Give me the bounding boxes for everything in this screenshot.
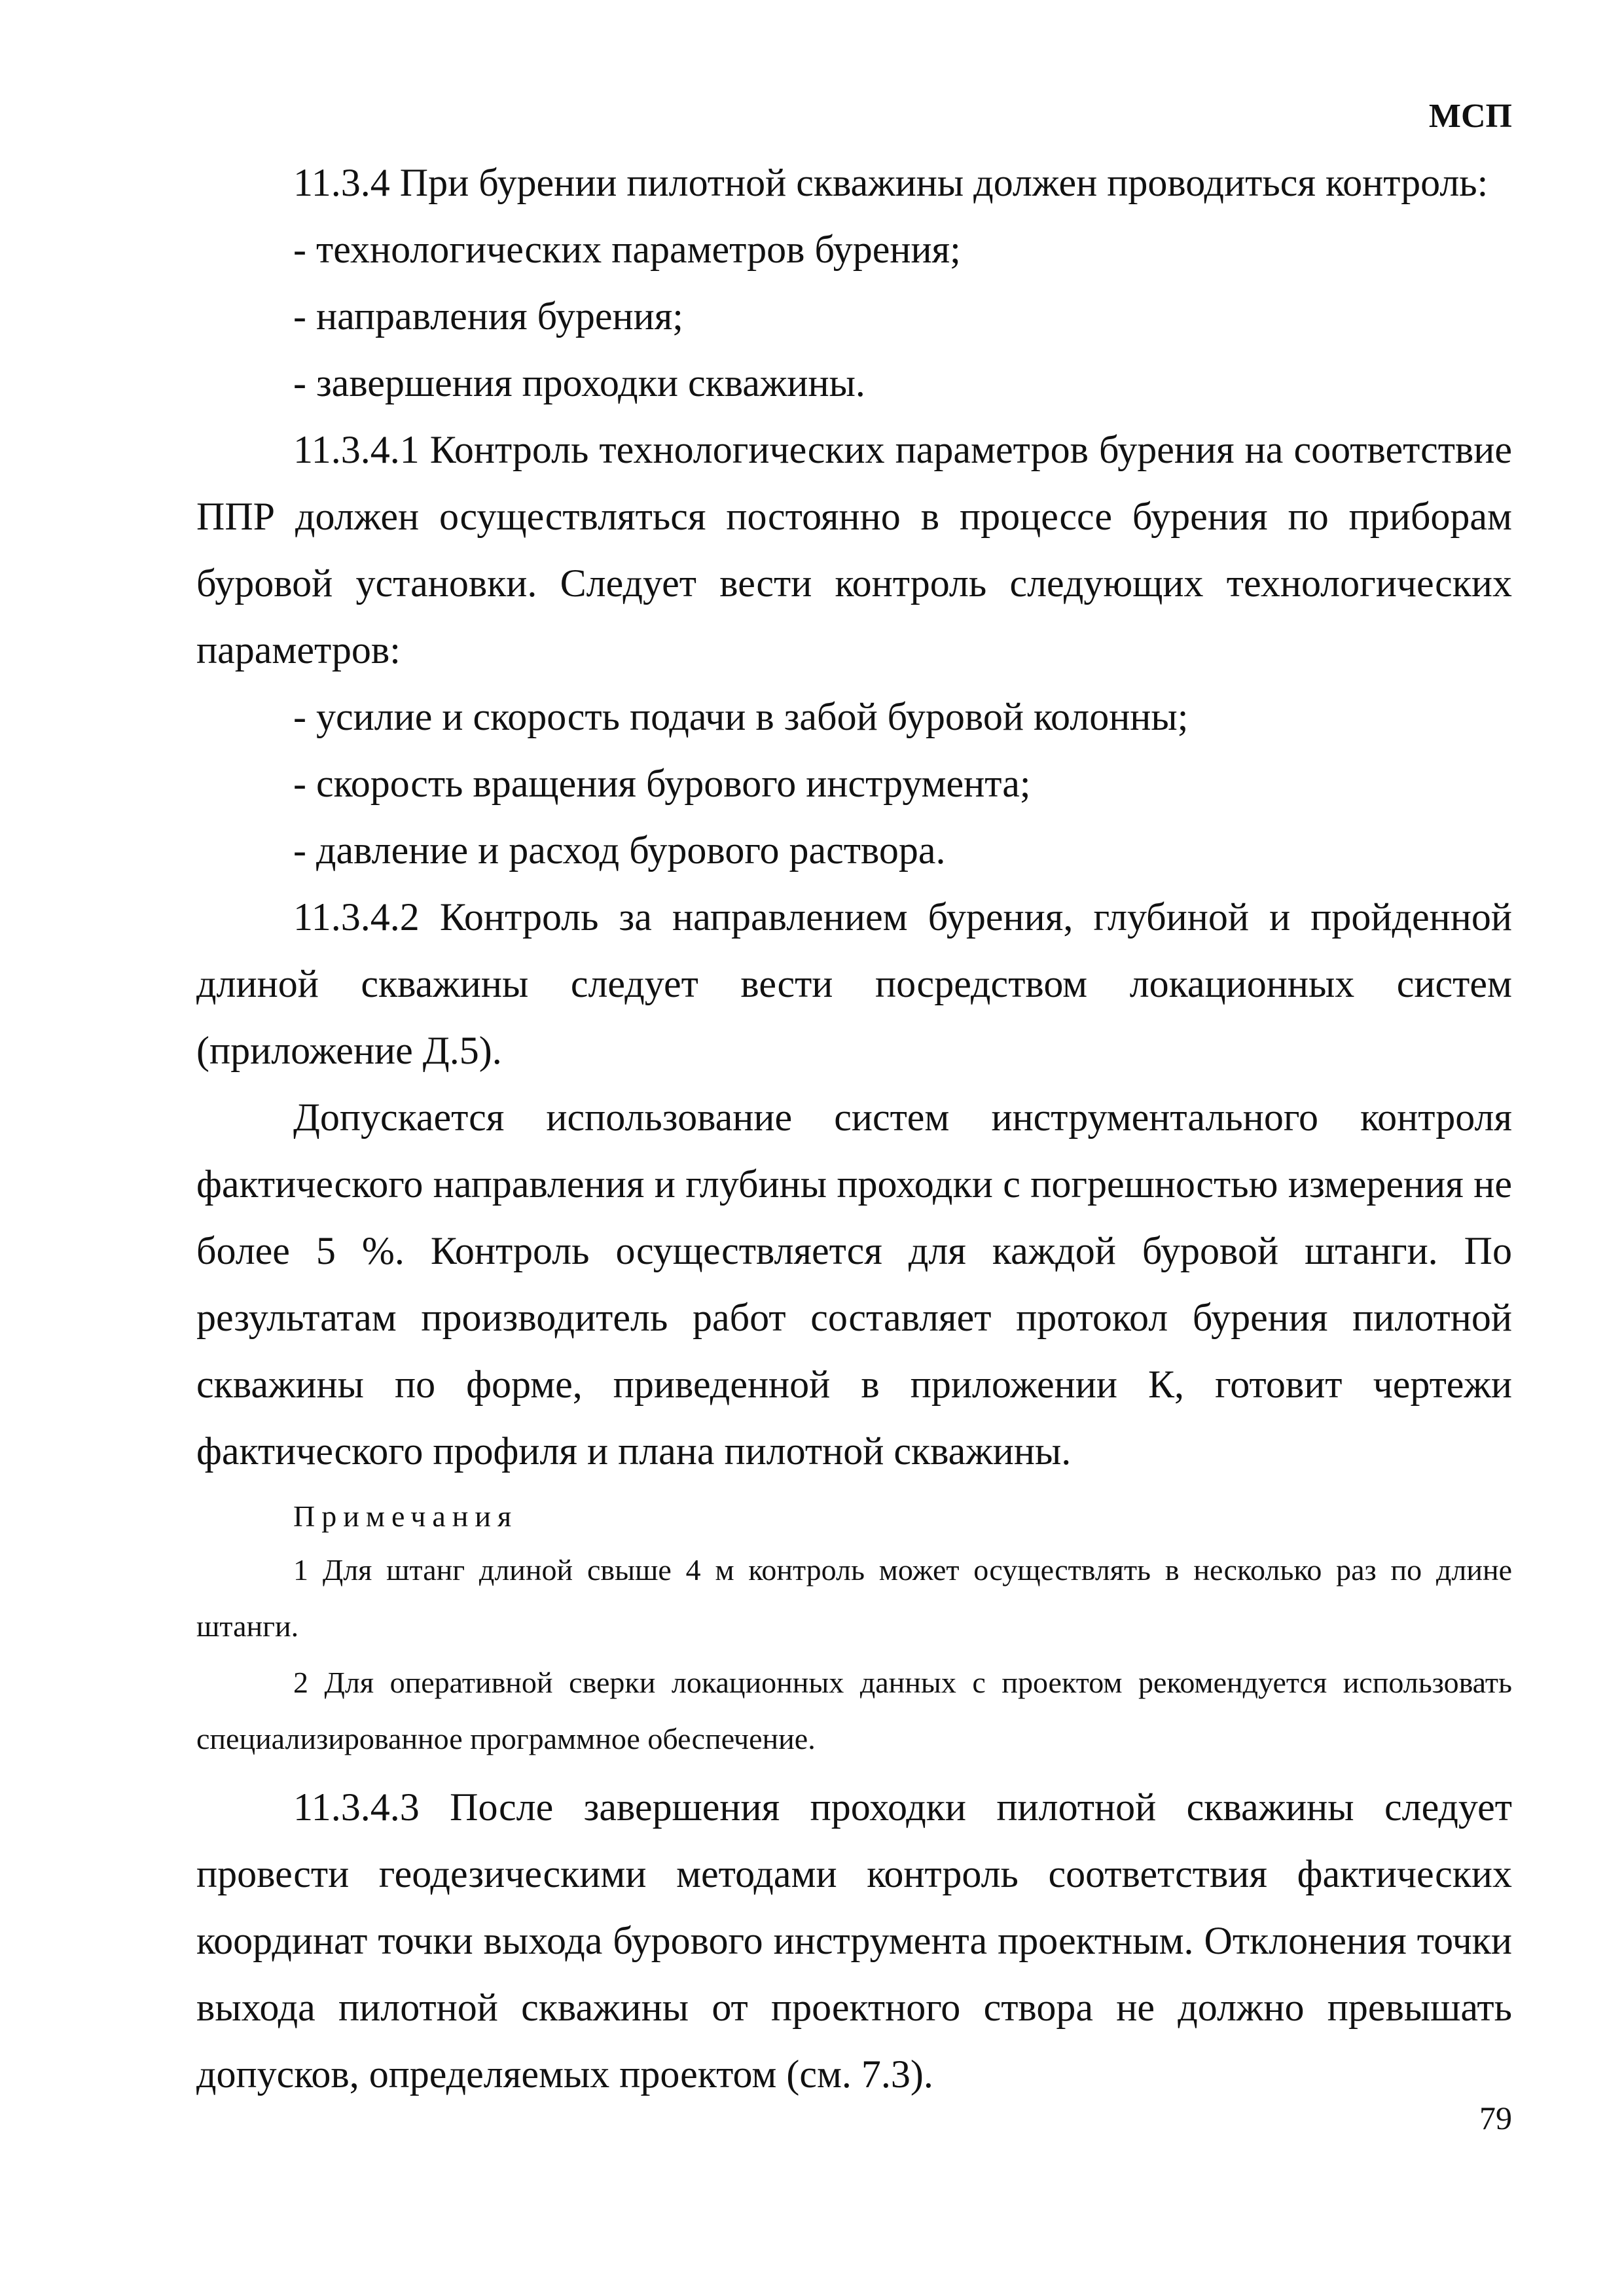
allowance-paragraph: Допускается использование систем инструментального контроля фактического направления и глубины проходки с погрешностью измерения не более 5 %. Контроль осуществляется для каждой буровой штанги. По результатам производитель работ составляет протокол бурения пилотной скважины по форме, приведенной в приложении К, готовит чертежи фактического профиля и плана пилотной скважины. — [196, 1096, 1512, 1473]
notes-title: Примечания — [293, 1499, 518, 1533]
list-item: - завершения проходки скважины. — [293, 361, 865, 404]
section-11-3-4-intro: 11.3.4 При бурении пилотной скважины должен проводиться контроль: — [293, 161, 1489, 204]
note-item: 1 Для штанг длиной свыше 4 м контроль может осуществлять в несколько раз по длине штанги. — [196, 1553, 1512, 1643]
page-number: 79 — [1479, 2100, 1512, 2136]
note-item: 2 Для оперативной сверки локационных данных с проектом рекомендуется использовать специализированное программное обеспечение. — [196, 1666, 1512, 1755]
list-item: - направления бурения; — [293, 295, 683, 338]
list-item: - скорость вращения бурового инструмента; — [293, 762, 1031, 805]
document-page — [196, 0, 1512, 2296]
list-item: - усилие и скорость подачи в забой буровой колонны; — [293, 695, 1189, 738]
section-11-3-4-2-paragraph: 11.3.4.2 Контроль за направлением бурения, глубиной и пройденной длиной скважины следует вести посредством локационных систем (приложение Д.5). — [196, 895, 1512, 1072]
list-item: - давление и расход бурового раствора. — [293, 829, 946, 872]
document-code-header: МСП — [1428, 98, 1512, 135]
section-11-3-4-1-paragraph: 11.3.4.1 Контроль технологических параметров бурения на соответствие ППР должен осуществляться постоянно в процессе бурения по приборам буровой установки. Следует вести контроль следующих технологических параметров: — [196, 428, 1512, 672]
list-item: - технологических параметров бурения; — [293, 228, 961, 271]
section-11-3-4-3-paragraph: 11.3.4.3 После завершения проходки пилотной скважины следует провести геодезическими методами контроль соответствия фактических координат точки выхода бурового инструмента проектным. Отклонения точки выхода пилотной скважины от проектного створа не должно превышать допусков, определяемых проектом (см. 7.3). — [196, 1785, 1512, 2096]
document-body — [196, 149, 1512, 2108]
